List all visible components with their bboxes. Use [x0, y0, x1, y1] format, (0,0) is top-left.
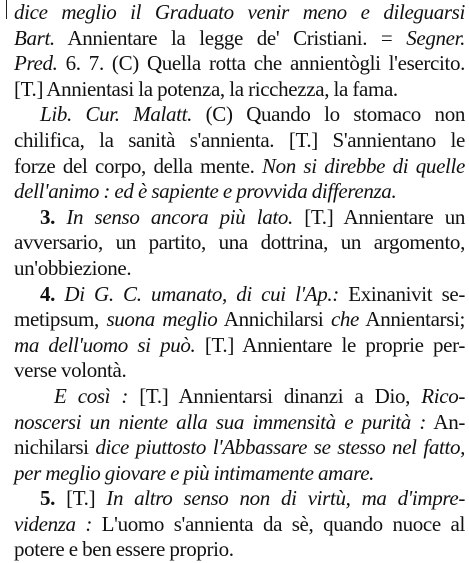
text-line-10: [14, 230, 465, 256]
line-7-text: forze del corpo, della mente.: [14, 153, 262, 178]
line-10-text: avversario, un partito, una dottrina, un argomento,: [14, 230, 465, 255]
line-18-italic: dice piuttosto l'Abbassare se stesso nel fatto,: [95, 435, 466, 460]
sense-number-3: 3.: [40, 204, 67, 229]
line-14-text: [T.] Annientare le proprie per-: [195, 332, 465, 357]
line-13-seg-1: metipsum,: [14, 307, 107, 332]
text-line-17: [14, 410, 465, 436]
text-line-6: [14, 128, 465, 154]
column-rule: [6, 0, 7, 19]
line-3-text: 6. 7. (C) Quella rotta che annientògli l'esercito.: [57, 51, 465, 76]
line-8-italic: dell'animo : ed è sapiente e provvida differenza.: [14, 179, 397, 204]
line-5-text: (C) Quando lo stomaco non: [192, 102, 465, 127]
line-16-text: [T.] Annientarsi dinanzi a Dio,: [128, 383, 422, 408]
sense-number-4: 4.: [40, 281, 65, 306]
citation-pred: Pred.: [14, 51, 58, 76]
text-line-4: [14, 77, 465, 103]
text-line-19: [14, 461, 465, 487]
line-13-seg-4: che: [330, 307, 360, 332]
text-line-20: [14, 486, 465, 512]
text-line-18: [14, 435, 465, 461]
sense-4-heading: Di G. C. umanato, di cui l'Ap.:: [64, 281, 339, 306]
citation-segner: Segner.: [406, 25, 465, 50]
line-13-seg-2: suona meglio: [106, 307, 218, 332]
line-17-italic: noscersi un niente alla sua immensità e purità :: [14, 409, 427, 434]
text-line-5: [14, 102, 465, 128]
line-21-text: L'uomo s'annienta da sè, quando nuoce al: [92, 511, 465, 536]
text-line-21: [14, 512, 465, 538]
line-12-text: Exinanivit se-: [338, 281, 465, 306]
text-line-11: [14, 256, 465, 282]
line-13-seg-5: Annientarsi;: [359, 307, 465, 332]
line-4-text: [T.] Annientasi la potenza, la ricchezza, la fama.: [14, 76, 398, 101]
citation-bart: Bart.: [14, 25, 55, 50]
line-14-italic: ma dell'uomo si può.: [14, 332, 196, 357]
line-2-text: Annientare la legge de' Cristiani. =: [54, 25, 407, 50]
text-line-9: [14, 205, 465, 231]
text-line-3: [14, 51, 465, 77]
line-17-text: An-: [426, 409, 465, 434]
text-line-13: [14, 307, 465, 333]
text-line-16: [14, 384, 465, 410]
line-1-segment: dice meglio il Graduato venir meno e dileguarsi: [14, 0, 465, 24]
line-19-italic: per meglio giovare e più intimamente amare.: [14, 460, 375, 485]
text-line-12: [14, 282, 465, 308]
sense-5-heading: In altro senso non di virtù, ma d'impre-: [106, 486, 465, 511]
line-20-text: [T.]: [66, 486, 107, 511]
line-21-italic: videnza :: [14, 511, 93, 536]
line-6-text: chilifica, la sanità s'annienta. [T.] S'annientano le: [14, 127, 465, 152]
text-line-8: [14, 179, 465, 205]
line-11-text: un'obbiezione.: [14, 255, 132, 280]
text-line-15: [14, 358, 465, 384]
line-9-text: [T.] Annientare un: [292, 204, 465, 229]
text-line-22: [14, 537, 465, 563]
line-16-italic: E così :: [54, 383, 129, 408]
sense-3-heading: In senso ancora più lato.: [66, 204, 293, 229]
line-15-text: verse volontà.: [14, 358, 127, 383]
citation-lib-cur-malatt: Lib. Cur. Malatt.: [40, 102, 193, 127]
text-line-14: [14, 333, 465, 359]
sense-number-5: 5.: [40, 486, 67, 511]
text-line-7: [14, 154, 465, 180]
line-16-italic-end: Rico-: [421, 383, 465, 408]
text-line-1: [14, 0, 465, 26]
line-13-seg-3: Annichilarsi: [217, 307, 331, 332]
line-7-italic: Non si direbbe di quelle: [261, 153, 465, 178]
line-18-text: nichilarsi: [14, 435, 96, 460]
text-line-2: [14, 26, 465, 52]
line-22-text: potere e ben essere proprio.: [14, 537, 234, 562]
